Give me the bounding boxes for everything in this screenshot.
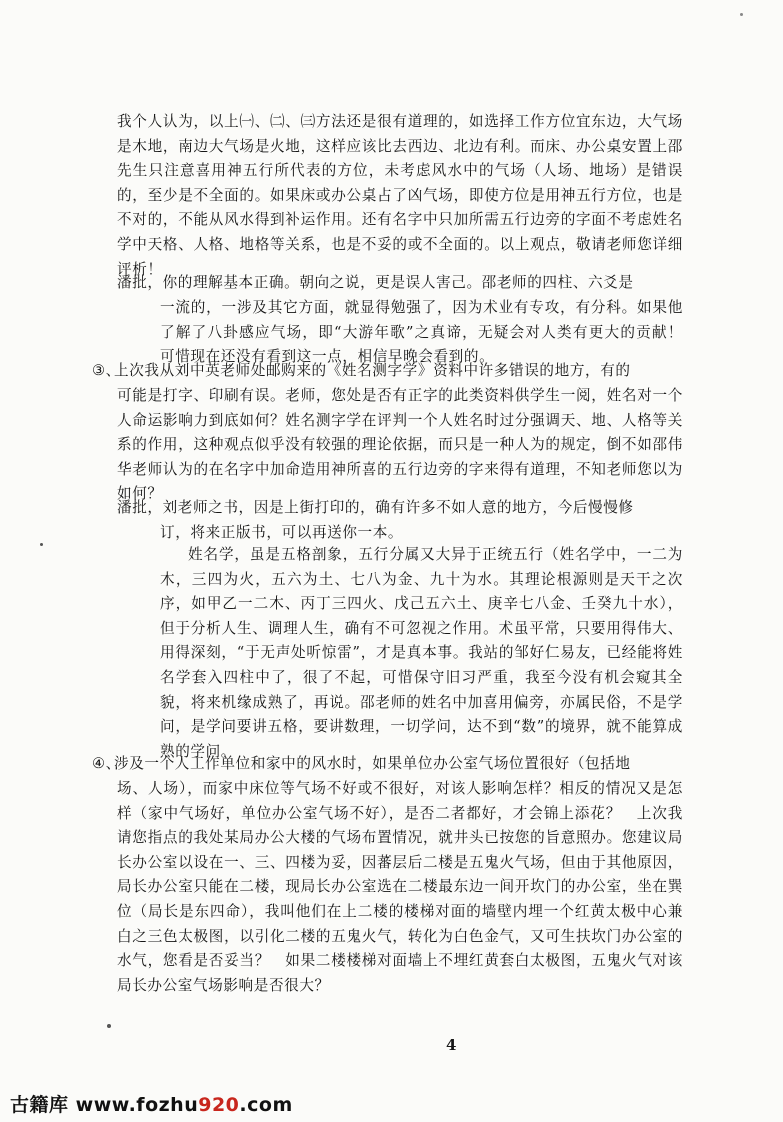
question-3-head-text: 上次我从刘中英老师处邮购来的《姓名测字学》资料中许多错误的地方，有的 xyxy=(114,362,631,379)
question-3-number: ③、 xyxy=(92,362,121,379)
comment-reply-2-head: 潘批，刘老师之书，因是上街打印的，确有许多不如人意的地方，今后慢慢修 xyxy=(117,499,634,516)
question-4-head xyxy=(92,752,683,777)
footer-label: 古籍库 xyxy=(10,1094,69,1116)
scan-speck xyxy=(107,1024,111,1028)
question-4-number: ④、 xyxy=(92,755,121,772)
footer-url-prefix: www.fozhu xyxy=(75,1094,199,1116)
comment-reply-2-body: 订，将来正版书，可以再送你一本。 xyxy=(160,524,404,541)
question-4-body: 场、人场），而家中床位等气场不好或不很好，对该人影响怎样？相反的情况又是怎样（家中气场好，单位办公室气场不好），是否二者都好，才会锦上添花？ 上次我请您指点的我处某局办公大楼的气场布置情况，就井头已按您的旨意照办。您建议局长办公室以设在一、三、四楼为妥，因蕃层后二楼是五鬼火气场，但由于其他原因，局长办公室只能在二楼，现局长办公室选在二楼最东边一间开坎门的办公室，坐在巽位（局长是东四命），我叫他们在上二楼的楼梯对面的墙壁内埋一个红黄太极中心兼白之三色太极图，以引化二楼的五鬼火气，转化为白色金气，又可生扶坎门办公室的水气，您看是否妥当？ 如果二楼楼梯对面墙上不埋红黄套白太极图，五鬼火气对该局长办公室气场影响是否很大？ xyxy=(117,780,683,994)
site-watermark-footer xyxy=(10,1090,293,1117)
footer-url xyxy=(76,1094,293,1116)
footer-url-suffix: .com xyxy=(239,1094,293,1116)
comment-reply-1-head: 潘批，你的理解基本正确。朝向之说，更是误人害己。邵老师的四柱、六爻是 xyxy=(117,274,634,291)
page-number: 4 xyxy=(446,1036,457,1054)
comment-reply-1-body: 一流的，一涉及其它方面，就显得勉强了，因为术业有专攻，有分科。如果他了解了八卦感应气场，即“大游年歌”之真谛，无疑会对人类有更大的贡献！ 可惜现在还没有看到这一点，相信早晚会看到的。 xyxy=(160,299,699,366)
scan-speck xyxy=(740,13,743,16)
scan-speck xyxy=(40,543,43,546)
paragraph-name-study: 姓名学，虽是五格剖象，五行分属又大异于正统五行（姓名学中，一二为木，三四为火，五六为土、七八为金、九十为水。其理论根源则是天干之次序，如甲乙一二木、丙丁三四火、戊己五六土、庚辛七八金、壬癸九十水），但于分析人生、调理人生，确有不可忽视之作用。术虽平常，只要用得伟大、用得深刻，“于无声处听惊雷”，才是真本事。我站的邹好仁易友，已经能将姓名学套入四柱中了，很了不起，可惜保守旧习严重，我至今没有机会窥其全貌，将来机缘成熟了，再说。邵老师的姓名中加喜用偏旁，亦属民俗，不是学问，是学问要讲五格，要讲数理，一切学问，达不到“数”的境界，就不能算成熟的学问。 xyxy=(160,546,683,760)
question-3-head xyxy=(92,359,683,384)
question-3-body: 可能是打字、印刷有误。老师，您处是否有正字的此类资料供学生一阅，姓名对一个人命运影响力到底如何？姓名测字学在评判一个人姓名时过分强调天、地、人格等关系的作用，这种观点似乎没有较强的理论依据，而只是一种人为的规定，倒不如邵伟华老师认为的在名字中加命造用神所喜的五行边旁的字来得有道理，不知老师您以为如何？ xyxy=(117,387,683,503)
footer-url-number: 920 xyxy=(198,1094,240,1116)
question-4-head-text: 涉及一个人工作单位和家中的风水时，如果单位办公室气场位置很好（包括地 xyxy=(114,755,631,772)
paragraph-opinion: 我个人认为，以上㈠、㈡、㈢方法还是很有道理的，如选择工作方位宜东边，大气场是木地，南边大气场是火地，这样应该比去西边、北边有利。而床、办公桌安置上邵先生只注意喜用神五行所代表的方位，未考虑风水中的气场（人场、地场）是错误的，至少是不全面的。如果床或办公桌占了凶气场，即使方位是用神五行方位，也是不对的，不能从风水得到补运作用。还有名字中只加所需五行边旁的字面不考虑姓名学中天格、人格、地格等关系，也是不妥的或不全面的。以上观点，敬请老师您详细评析！ xyxy=(117,113,683,278)
